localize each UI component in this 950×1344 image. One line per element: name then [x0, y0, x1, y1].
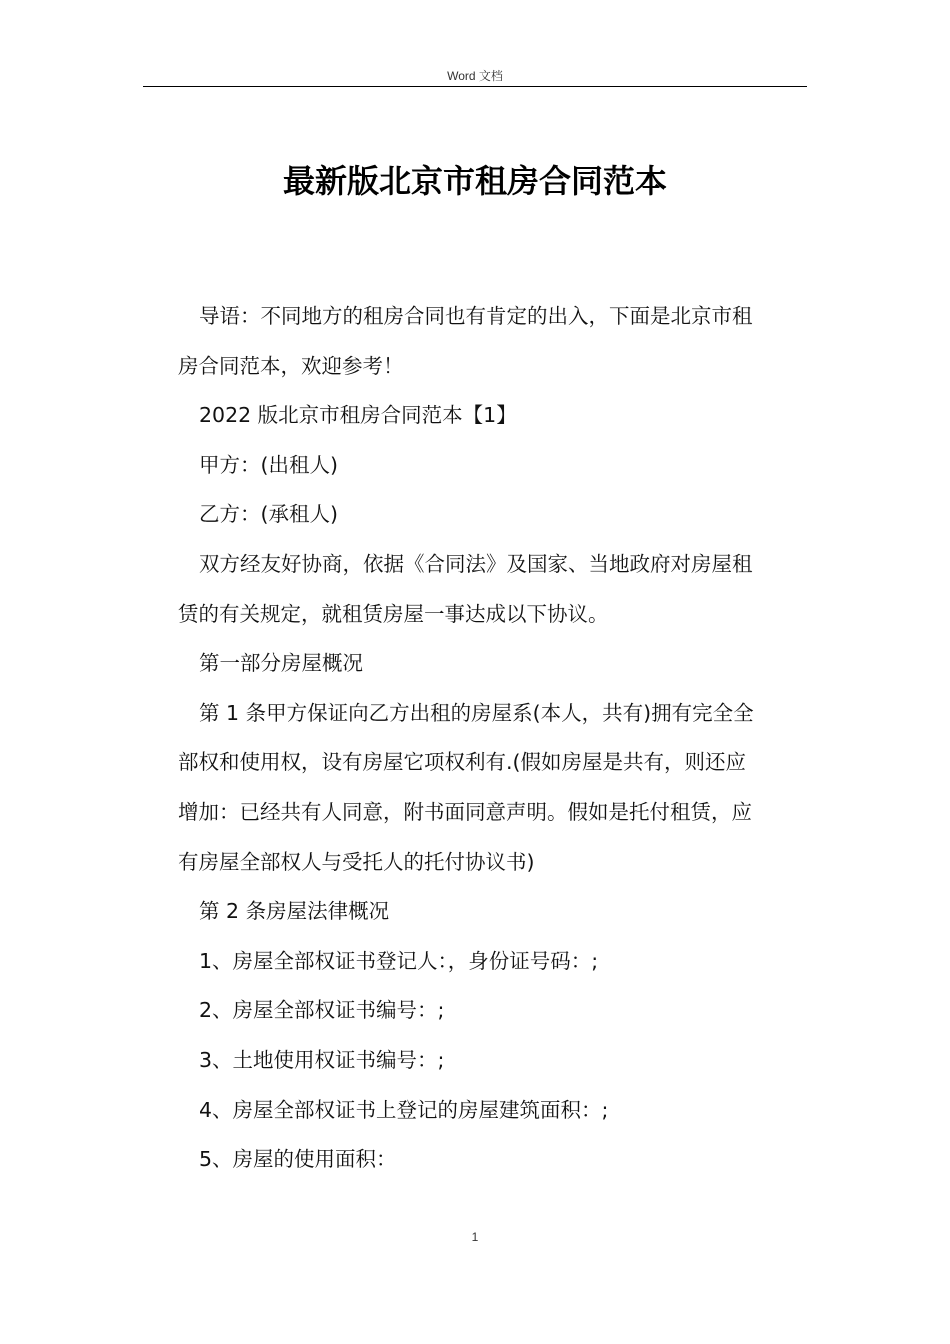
paragraph-article-1-line-3: 增加：已经共有人同意，附书面同意声明。假如是托付租赁，应	[178, 799, 752, 824]
page-number: 1	[471, 1230, 479, 1244]
paragraph-party-b: 乙方：(承租人)	[199, 502, 338, 527]
paragraph-party-a: 甲方：(出租人)	[199, 452, 338, 477]
paragraph-section-heading: 2022 版北京市租房合同范本【1】	[199, 403, 517, 428]
paragraph-article-2-heading: 第 2 条房屋法律概况	[199, 899, 390, 924]
document-title: 最新版北京市租房合同范本	[282, 162, 667, 200]
page-header-label: Word 文档	[447, 69, 503, 83]
paragraph-agreement-line-1: 双方经友好协商，依据《合同法》及国家、当地政府对房屋租	[199, 551, 753, 576]
list-item-1: 1、房屋全部权证书登记人：，身份证号码：;	[199, 948, 599, 973]
paragraph-article-1-line-1: 第 1 条甲方保证向乙方出租的房屋系(本人，共有)拥有完全全	[199, 700, 754, 725]
list-item-5: 5、房屋的使用面积：	[199, 1147, 397, 1172]
paragraph-intro-line-1: 导语：不同地方的租房合同也有肯定的出入，下面是北京市租	[199, 304, 753, 328]
paragraph-part-one-heading: 第一部分房屋概况	[199, 651, 363, 676]
paragraph-agreement-line-2: 赁的有关规定，就租赁房屋一事达成以下协议。	[178, 601, 609, 626]
list-item-4: 4、房屋全部权证书上登记的房屋建筑面积：;	[199, 1097, 609, 1122]
header-divider	[143, 86, 807, 87]
paragraph-article-1-line-2: 部权和使用权，设有房屋它项权利有.(假如房屋是共有，则还应	[178, 750, 747, 775]
paragraph-article-1-line-4: 有房屋全部权人与受托人的托付协议书)	[178, 849, 535, 874]
list-item-3: 3、土地使用权证书编号：;	[199, 1047, 445, 1072]
document-body	[178, 292, 806, 1185]
paragraph-intro-line-2: 房合同范本，欢迎参考！	[178, 353, 404, 378]
list-item-2: 2、房屋全部权证书编号：;	[199, 998, 445, 1023]
